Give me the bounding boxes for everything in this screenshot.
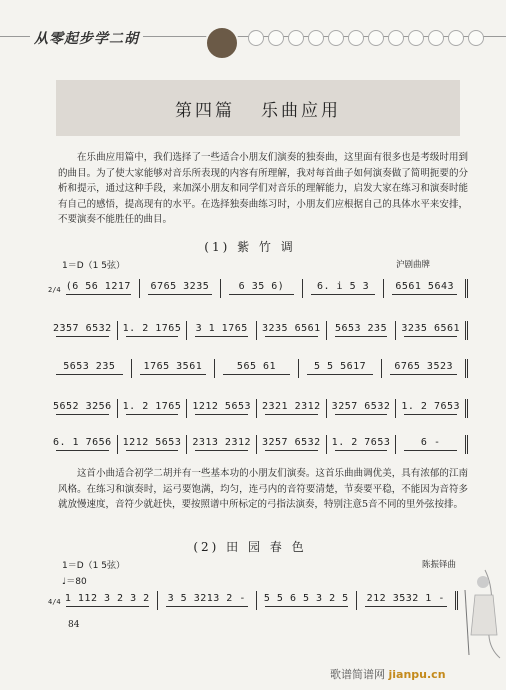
score-measure: 1212 5653 [187,399,257,418]
score-line-5 [48,434,468,454]
time-signature: 2/4 [48,286,61,294]
chapter-name: 乐曲应用 [261,100,341,121]
score-measure: 6. i 5 3 [303,279,385,298]
score-measure: 5653 235 [327,321,397,340]
site-watermark [330,666,446,682]
score-measure: (6 56 1217 [58,279,140,298]
score-line-2 [48,320,468,340]
score-measure: 2357 6532 [48,321,118,340]
intro-paragraph: 在乐曲应用篇中，我们选择了一些适合小朋友们演奏的独奏曲，这里面有很多也是考级时用到的曲目。为了使大家能够对音乐所表现的内容有所理解，我对每首曲子如何演奏做了简明扼要的分析和提示，通过这种手段，来加深小朋友和同学们对音乐的理解能力，启发大家在练习和演奏时能有自己的感悟，提高现有的水平。在选择独奏曲练习时，小朋友们应根据自己的具体水平来安排，不要演奏不能胜任的曲目。 [58,152,468,225]
score-measure: 2313 2312 [187,435,257,454]
circle-icon [428,30,444,46]
circle-icon [248,30,264,46]
score-measure: 5652 3256 [48,399,118,418]
song-title-1: (1) 紫 竹 调 [204,240,296,254]
score-measure: 6. 1 7656 [48,435,118,454]
circle-icon [468,30,484,46]
score-measure: 1. 2 1765 [118,321,188,340]
score-measure: 1. 2 7653 [396,399,468,418]
song1-key: 1＝D（1 5弦） [62,261,125,271]
circle-icon [308,30,324,46]
erhu-player-illustration [455,560,506,660]
song2-composer: 陈振铎曲 [422,560,457,570]
score-line-1 [48,278,468,298]
score-line-song2 [48,590,458,610]
page-number: 84 [68,620,80,630]
chapter-number: 第四篇 [175,100,235,121]
song2-key: 1＝D（1 5弦） [62,561,125,571]
header-decorative-circles [248,30,484,46]
score-measure: 3257 6532 [327,399,397,418]
circle-icon [448,30,464,46]
circle-icon [388,30,404,46]
circle-icon [408,30,424,46]
score-measure: 3 1 1765 [187,321,257,340]
chapter-title [56,80,460,136]
score-measure: 5 5 6 5 3 2 5 [257,591,357,610]
score-measure: 1212 5653 [118,435,188,454]
score-line-4 [48,398,468,418]
song-title-2: (2) 田 园 春 色 [193,540,307,554]
score-measure: 565 61 [215,359,299,378]
score-measure: 2321 2312 [257,399,327,418]
score-measure: 3 5 3213 2 - [158,591,258,610]
circle-icon [348,30,364,46]
score-measure: 1765 3561 [132,359,216,378]
score-measure: 212 3532 1 - [357,591,459,610]
circle-icon [288,30,304,46]
song2-tempo: ♩＝80 [62,577,87,587]
score-measure: 6765 3523 [382,359,468,378]
circle-icon [268,30,284,46]
score-measure: 3257 6532 [257,435,327,454]
score-measure: 1 112 3 2 3 2 [58,591,158,610]
score-line-3 [48,358,468,378]
score-measure: 5 5 5617 [299,359,383,378]
score-measure: 5653 235 [48,359,132,378]
score-measure: 3235 6561 [396,321,468,340]
watermark-cn: 歌谱简谱网 [330,668,385,681]
commentary-paragraph: 这首小曲适合初学二胡并有一些基本功的小朋友们演奏。这首乐曲曲调优美，具有浓郁的江南风格。在练习和演奏时，运弓要饱满，均匀，连弓内的音符要清楚，节奏要平稳，不能因为音符多就放慢速度，音符少就赶快，要按照谱中所标定的弓指法演奏，特别注意5音不同的里外弦按排。 [58,468,468,510]
book-brand: 从零起步学二胡 [30,28,143,48]
page-header [0,26,506,48]
circle-icon [328,30,344,46]
score-measure: 6561 5643 [384,279,468,298]
watermark-site: jianpu.cn [388,668,446,681]
score-measure: 1. 2 1765 [118,399,188,418]
score-measure: 6 - [396,435,468,454]
score-measure: 3235 6561 [257,321,327,340]
score-measure: 6 35 6) [221,279,303,298]
score-measure: 1. 2 7653 [327,435,397,454]
erhu-player-icon [205,26,239,60]
song1-composer: 沪剧曲牌 [396,260,431,270]
score-measure: 6765 3235 [140,279,222,298]
time-signature: 4/4 [48,598,61,606]
circle-icon [368,30,384,46]
